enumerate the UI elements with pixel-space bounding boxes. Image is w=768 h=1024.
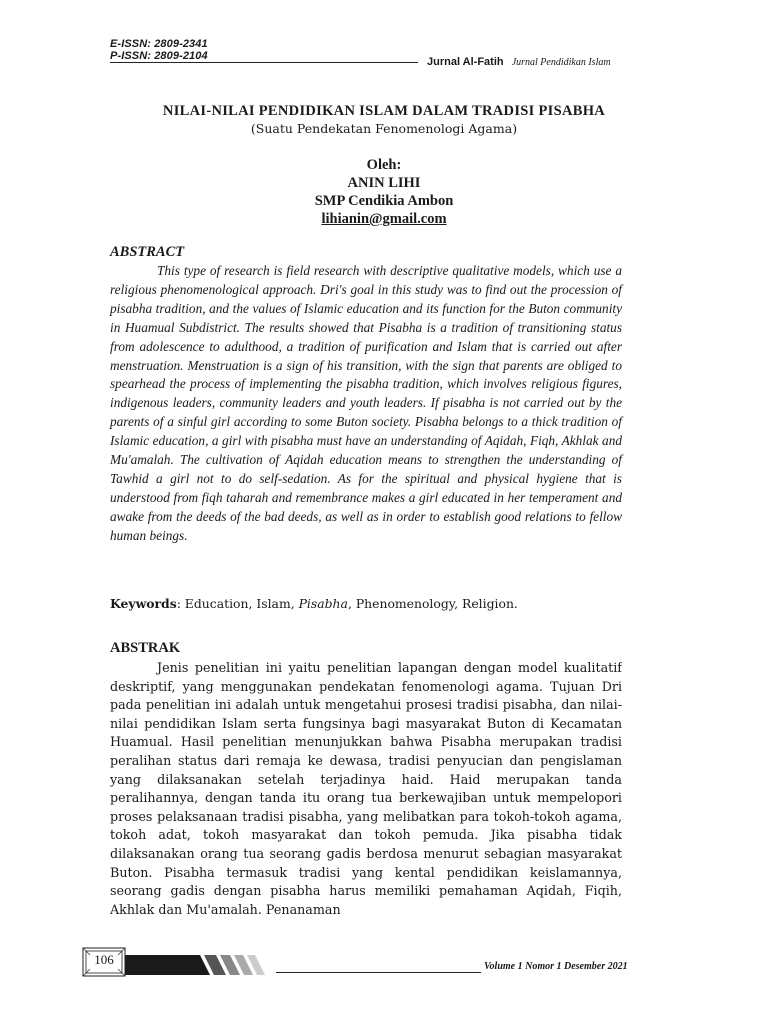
- author-email: lihianin@gmail.com: [321, 211, 447, 227]
- keywords-text-after: , Phenomenology, Religion.: [347, 596, 518, 611]
- abstrak-body: Jenis penelitian ini yaitu penelitian lapangan dengan model kualitatif deskriptif, yang menggunakan pendekatan fenomenologi agama. Tujuan Dri pada penelitian ini adalah untuk mengetahui prosesi tradisi pisabha, dan nilai-nilai pendidikan Islam serta fungsinya bagi masyarakat Buton di Kecamatan Huamual. Hasil penelitian menunjukkan bahwa Pisabha merupakan tradisi peralihan status dari remaja ke dewasa, tradisi penyucian dan pengislaman yang dilaksanakan setelah terjadinya haid. Haid merupakan tanda peralihannya, dengan tanda itu orang tua berkewajiban untuk mempelopori proses pelaksanaan tradisi pisabha, yang melibatkan para tokoh-tokoh agama, tokoh adat, tokoh masyarakat dan tokoh pemuda. Jika pisabha tidak dilaksanakan orang tua seorang gadis berdosa menurut sebagian masyarakat Buton. Pisabha termasuk tradisi yang kental pendidikan keislamannya, seorang gadis dengan pisabha harus memiliki pemahaman Aqidah, Fiqih, Akhlak dan Mu'amalah. Penanaman: [110, 660, 622, 917]
- abstract-heading: ABSTRACT: [110, 244, 185, 260]
- article-subtitle: (Suatu Pendekatan Fenomenologi Agama): [250, 121, 518, 136]
- article-title: NILAI-NILAI PENDIDIKAN ISLAM DALAM TRADISI PISABHA: [162, 103, 606, 119]
- e-issn: E-ISSN: 2809-2341: [110, 38, 208, 50]
- journal-header: [427, 50, 611, 69]
- abstract-body: This type of research is field research with descriptive qualitative models, which use a religious phenomenological approach. Dri's goal in this study was to find out the procession of pisabha tradition, and the values of Islamic education and its function for the Buton community in Huamual Subdistrict. The results showed that Pisabha is a tradition of transitioning status from adolescence to adulthood, a tradition of purification and Islam that is carried out after menstruation. Menstruation is a sign of his transition, with the sign that parents are obliged to spearhead the process of implementing the pisabha tradition, which involves religious figures, indigenous leaders, community leaders and youth leaders. If pisabha is not carried out by the parents of a sinful girl according to some Buton society. Pisabha belongs to a thick tradition of Islamic education, a girl with pisabha must have an understanding of Aqidah, Fiqh, Akhlak and Mu'amalah. The cultivation of Aqidah education means to strengthen the understanding of Tawhid a girl not to do self-sedation. As for the spiritual and physical hygiene that is understood from fiqh taharah and remembrance makes a girl educated in her temperament and awake from the deeds of the bad deeds, as well as in order to establish good relations to fellow human beings.: [110, 263, 622, 543]
- p-issn: P-ISSN: 2809-2104: [110, 50, 208, 62]
- keywords-text-before: : Education, Islam,: [176, 596, 299, 611]
- keywords-italic-term: Pisabha: [298, 596, 348, 611]
- author-name: ANIN LIHI: [347, 175, 421, 191]
- keywords-label: Keywords: [110, 596, 177, 611]
- page-number: 106: [94, 952, 114, 967]
- author-affiliation: SMP Cendikia Ambon: [314, 193, 454, 209]
- keywords: [110, 596, 622, 611]
- volume-info: Volume 1 Nomor 1 Desember 2021: [484, 961, 628, 972]
- abstrak-heading: ABSTRAK: [110, 640, 181, 656]
- by-label: Oleh:: [366, 157, 402, 173]
- journal-name: Jurnal Al-Fatih: [427, 56, 504, 68]
- journal-subtitle: Jurnal Pendidikan Islam: [511, 57, 611, 68]
- header-rule: [110, 62, 418, 63]
- footer-decorative-band: [118, 955, 268, 975]
- footer-rule: [276, 972, 481, 973]
